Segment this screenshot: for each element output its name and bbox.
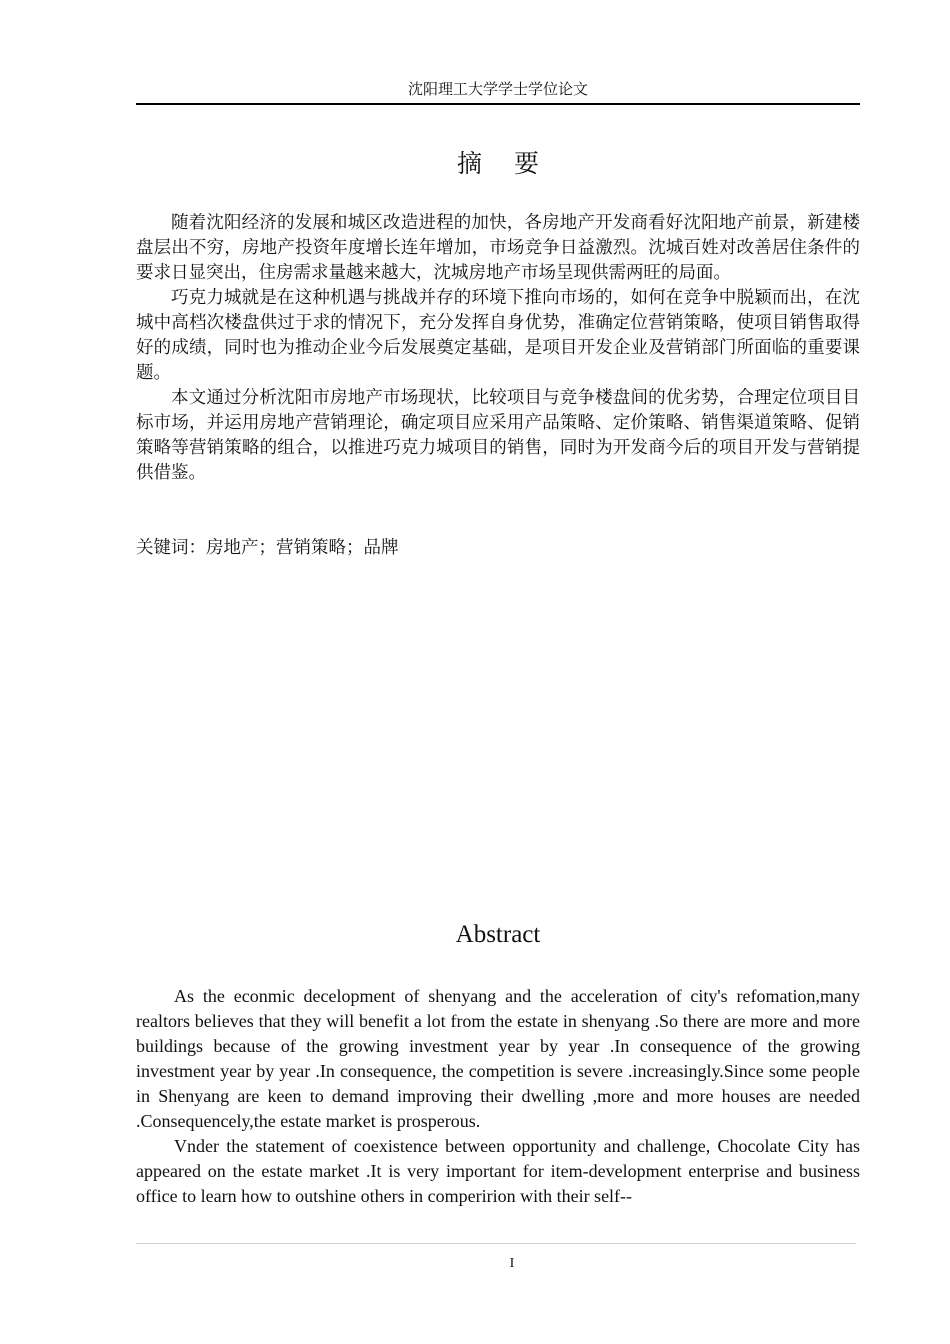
keywords-value: 房地产；营销策略；品牌 <box>206 538 399 558</box>
cn-abstract-body <box>136 211 860 486</box>
cn-paragraph: 随着沈阳经济的发展和城区改造进程的加快，各房地产开发商看好沈阳地产前景，新建楼盘层出不穷，房地产投资年度增长连年增加，市场竞争日益激烈。沈城百姓对改善居住条件的要求日显突出，住房需求量越来越大，沈城房地产市场呈现供需两旺的局面。 <box>136 213 860 283</box>
cn-abstract-title: 摘 要 <box>457 149 551 178</box>
header-rule <box>136 103 860 105</box>
page-header: 沈阳理工大学学士学位论文 <box>407 80 588 98</box>
en-paragraph: As the econmic decelopment of shenyang and the acceleration of city's refomation,many realtors believes that they will benefit a lot from the estate in shenyang .So there are more and more buildings because of the growing investment year by year .In consequence of the growing investment year by year .In consequence, the competition is severe .increasingly.Since some people in Shenyang are keen to demand improving their dwelling ,more and more houses are needed .Consequencely,the estate market is prosperous. <box>136 986 860 1131</box>
en-abstract-body <box>136 984 860 1209</box>
en-paragraph: Vnder the statement of coexistence between opportunity and challenge, Chocolate City has appeared on the estate market .It is very important for item-development enterprise and business office to learn how to outshine others in comperirion with their self-- <box>136 1136 860 1206</box>
cn-paragraph: 本文通过分析沈阳市房地产市场现状，比较项目与竞争楼盘间的优劣势，合理定位项目目标市场，并运用房地产营销理论，确定项目应采用产品策略、定价策略、销售渠道策略、促销策略等营销策略的组合，以推进巧克力城项目的销售，同时为开发商今后的项目开发与营销提供借鉴。 <box>136 388 860 483</box>
cn-paragraph: 巧克力城就是在这种机遇与挑战并存的环境下推向市场的，如何在竞争中脱颖而出，在沈城中高档次楼盘供过于求的情况下，充分发挥自身优势，准确定位营销策略，使项目销售取得好的成绩，同时也为推动企业今后发展奠定基础，是项目开发企业及营销部门所面临的重要课题。 <box>136 288 860 383</box>
page-number: I <box>509 1256 515 1271</box>
cn-keywords <box>136 536 860 561</box>
keywords-label: 关键词： <box>136 538 206 558</box>
en-abstract-title: Abstract <box>455 921 541 948</box>
footer-rule <box>136 1243 856 1244</box>
